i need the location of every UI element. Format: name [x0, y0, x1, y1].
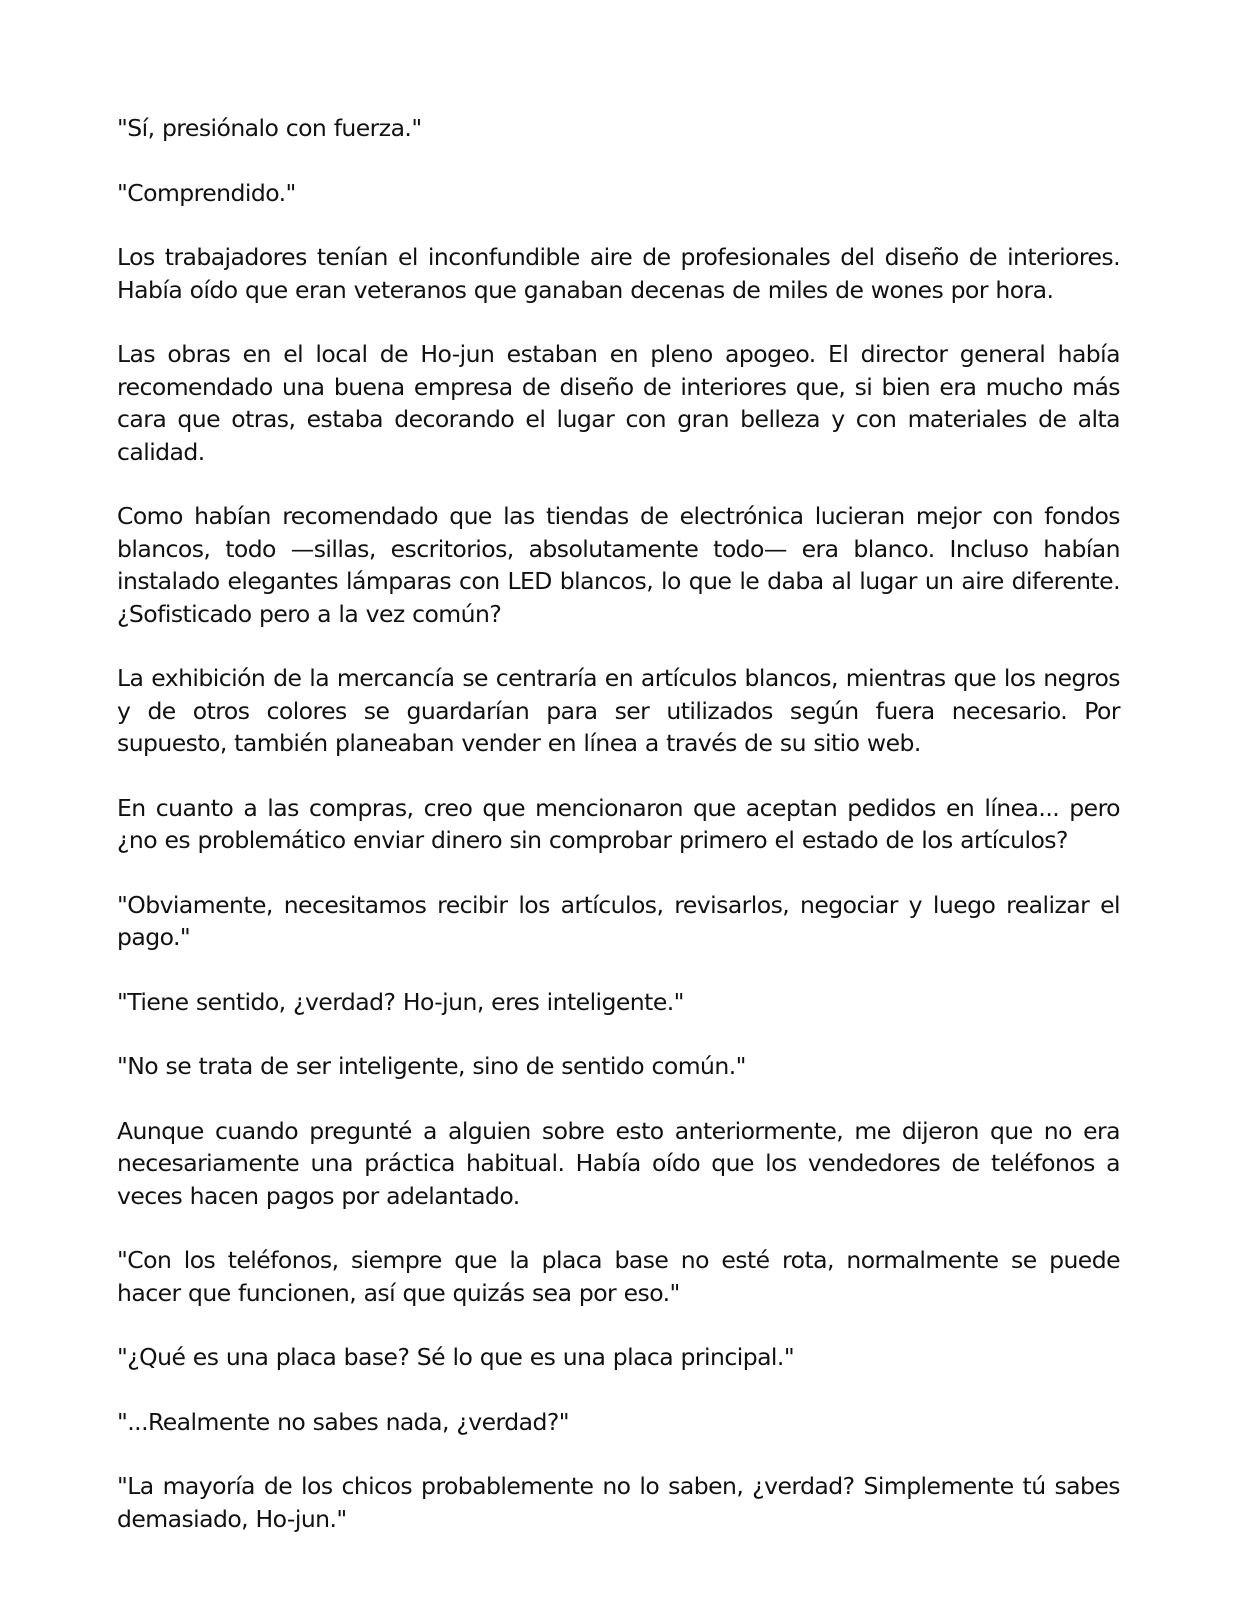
narration-paragraph: Los trabajadores tenían el inconfundible aire de profesionales del diseño de interiores. Había oído que eran veteranos que ganaban decenas de miles de wones por hora.: [117, 243, 1120, 304]
narration-paragraph: En cuanto a las compras, creo que mencionaron que aceptan pedidos en línea... pero ¿no es problemático enviar dinero sin comprobar primero el estado de los artículos?: [117, 793, 1120, 854]
dialogue-paragraph: "¿Qué es una placa base? Sé lo que es una placa principal.": [117, 1343, 795, 1371]
narration-paragraph: Las obras en el local de Ho-jun estaban en pleno apogeo. El director general había recomendado una buena empresa de diseño de interiores que, si bien era mucho más cara que otras, estaba decorando el lugar con gran belleza y con materiales de alta calidad.: [117, 340, 1120, 466]
narration-paragraph: Aunque cuando pregunté a alguien sobre esto anteriormente, me dijeron que no era necesariamente una práctica habitual. Había oído que los vendedores de teléfonos a veces hacen pagos por adelantado.: [117, 1116, 1120, 1210]
body-text: [117, 112, 1120, 1567]
dialogue-paragraph: "Sí, presiónalo con fuerza.": [117, 114, 422, 142]
dialogue-paragraph: "...Realmente no sabes nada, ¿verdad?": [117, 1407, 569, 1436]
dialogue-paragraph: "No se trata de ser inteligente, sino de sentido común.": [117, 1052, 746, 1080]
dialogue-paragraph: "Tiene sentido, ¿verdad? Ho-jun, eres inteligente.": [117, 987, 684, 1016]
narration-paragraph: La exhibición de la mercancía se centraría en artículos blancos, mientras que los negros y de otros colores se guardarían para ser utilizados según fuera necesario. Por supuesto, también planeaban vender en línea a través de su sitio web.: [117, 664, 1120, 757]
dialogue-paragraph: "Obviamente, necesitamos recibir los artículos, revisarlos, negociar y luego realizar el pago.": [117, 890, 1120, 951]
dialogue-paragraph: "Con los teléfonos, siempre que la placa base no esté rota, normalmente se puede hacer que funcionen, así que quizás sea por eso.": [117, 1246, 1120, 1307]
narration-paragraph: Como habían recomendado que las tiendas de electrónica lucieran mejor con fondos blancos, todo —sillas, escritorios, absolutamente todo— era blanco. Incluso habían instalado elegantes lámparas con LED blancos, lo que le daba al lugar un aire diferente. ¿Sofisticado pero a la vez común?: [117, 502, 1120, 628]
dialogue-paragraph: "La mayoría de los chicos probablemente no lo saben, ¿verdad? Simplemente tú sabes demasiado, Ho-jun.": [117, 1472, 1120, 1533]
dialogue-paragraph: "Comprendido.": [117, 178, 296, 207]
